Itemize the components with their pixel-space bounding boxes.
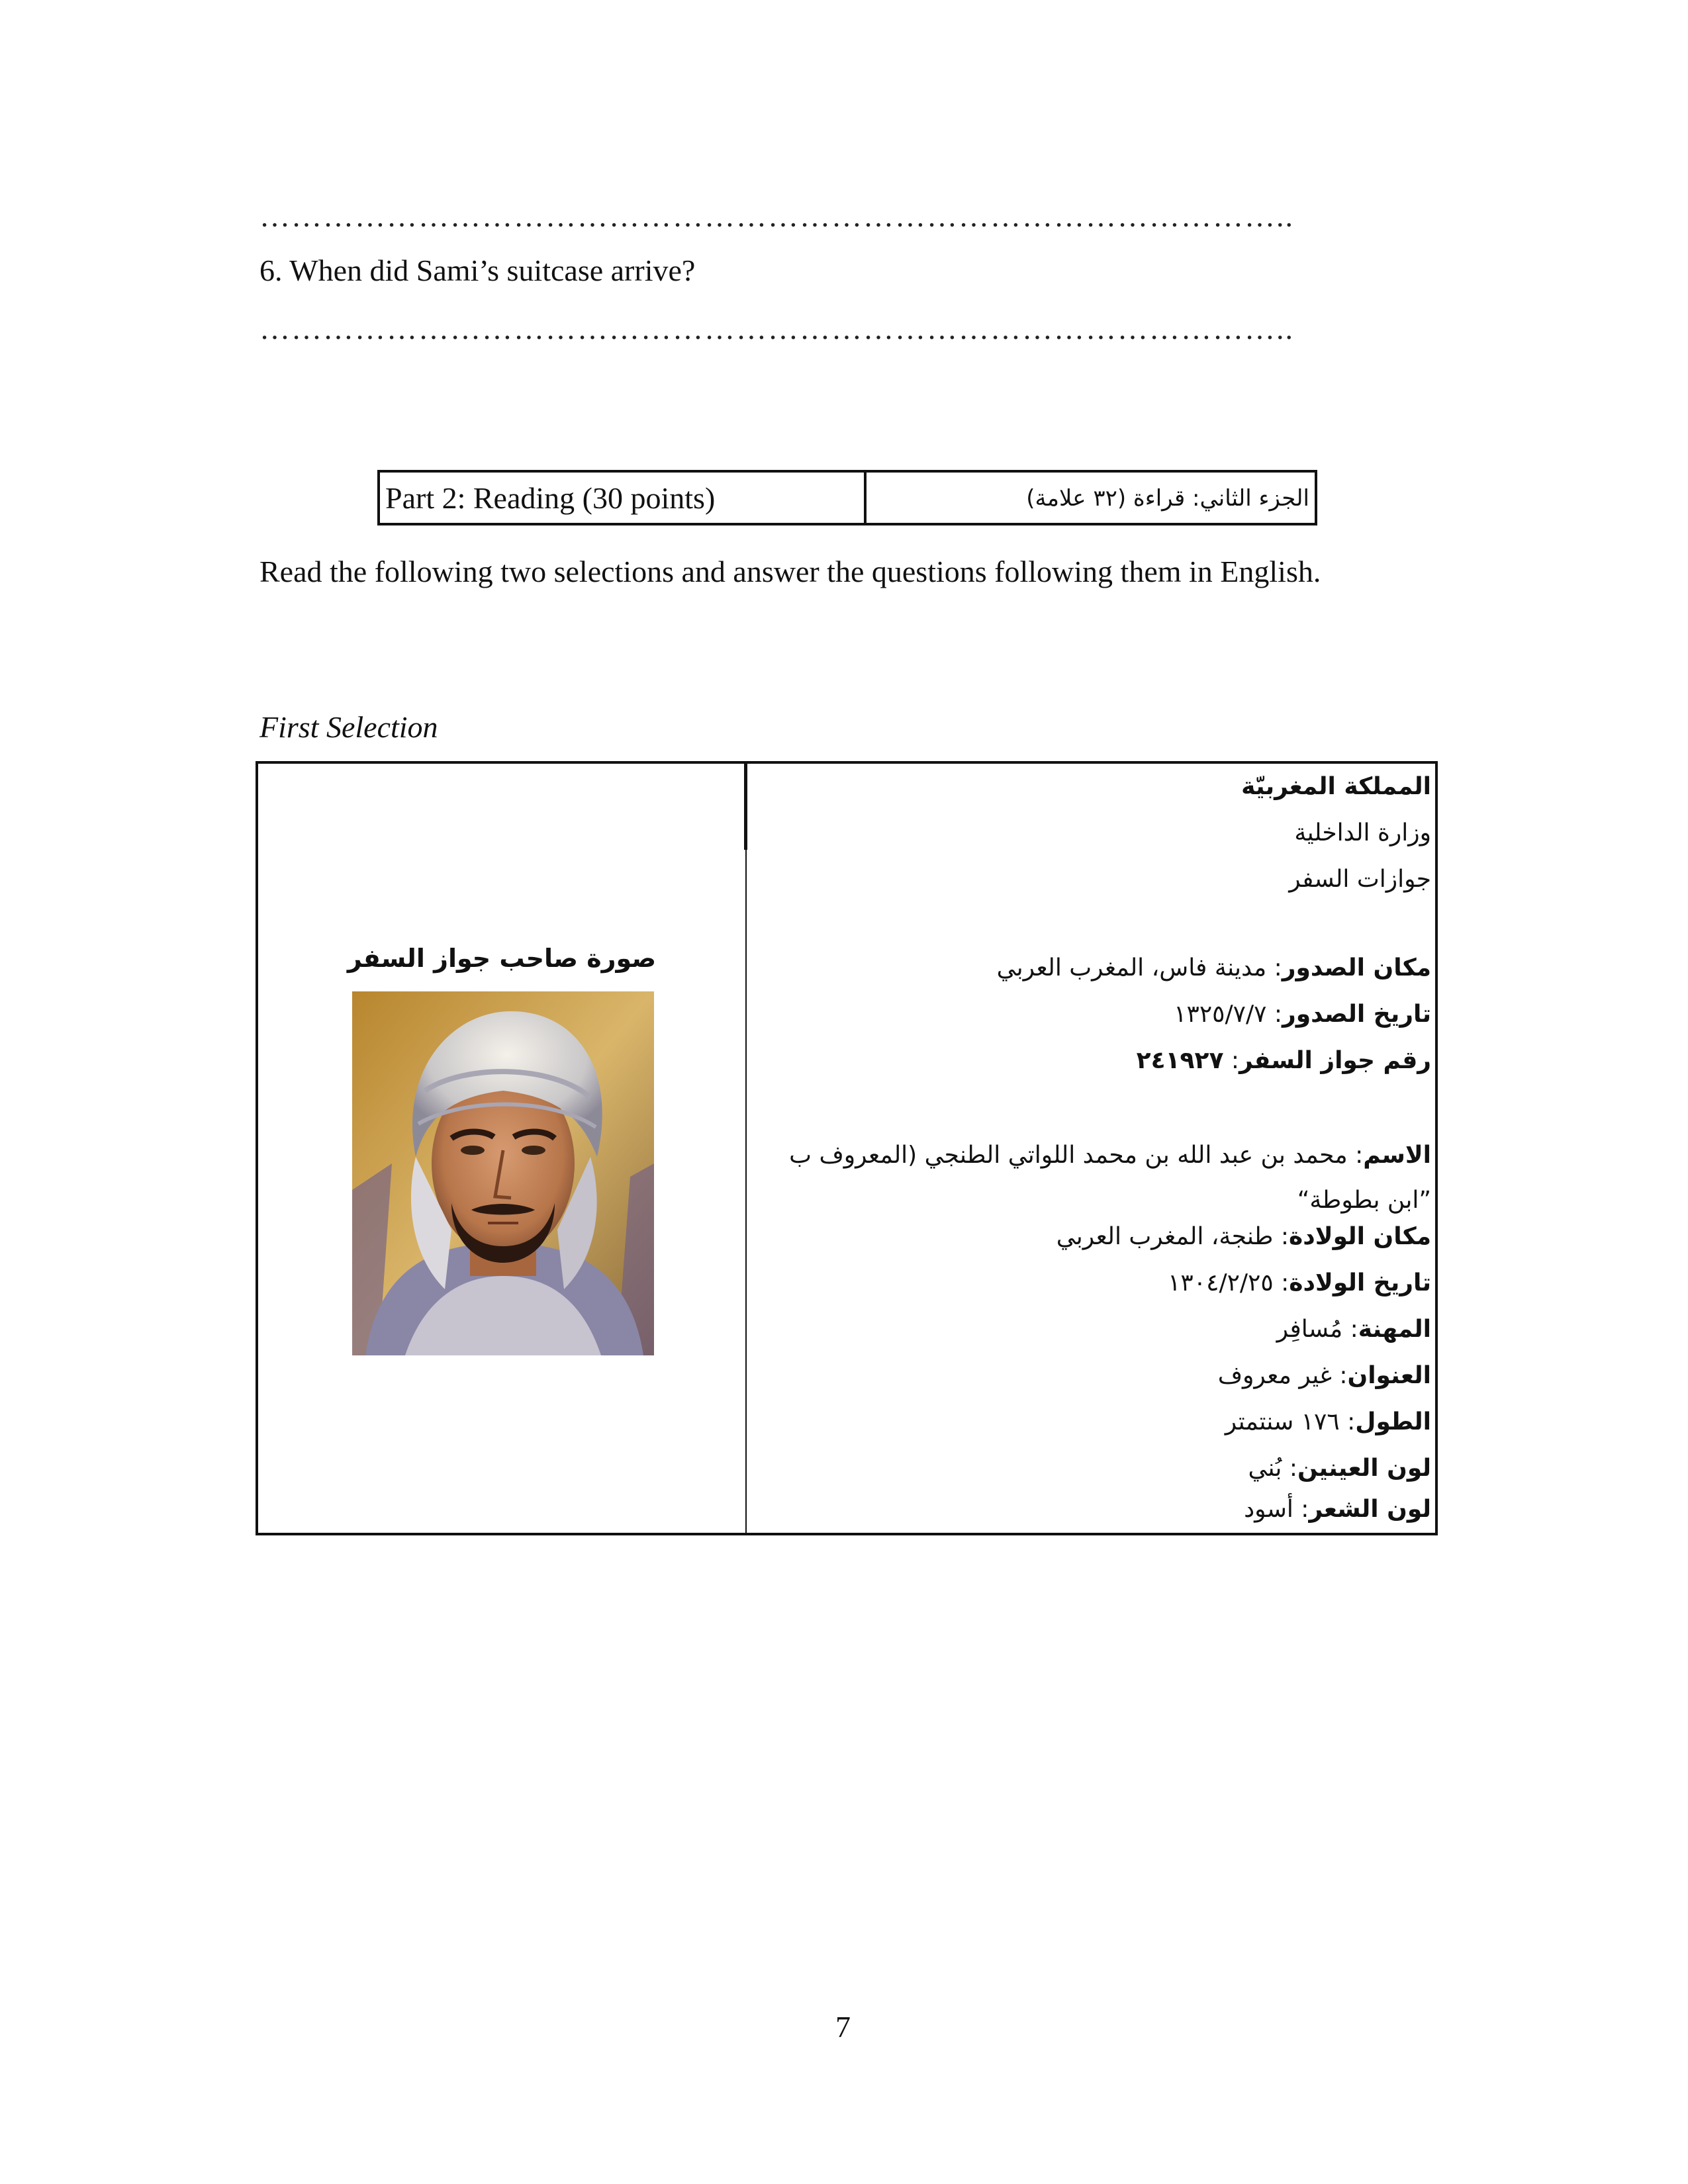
header-kingdom: المملكة المغربيّة [1241, 773, 1431, 800]
first-selection-title: First Selection [259, 710, 438, 744]
hair-color-label: لون الشعر [1309, 1496, 1431, 1523]
eye-color-row: لون العينين: بُني [1248, 1455, 1431, 1482]
passport-holder-portrait [352, 991, 654, 1355]
part-2-arabic-label: الجزء الثاني: قراءة (٣٢ علامة) [1026, 485, 1309, 512]
height-label: الطول [1355, 1408, 1431, 1435]
name-label: الاسم [1363, 1142, 1431, 1169]
part-2-english-label: Part 2: Reading (30 points) [380, 473, 867, 523]
birth-date-row: تاريخ الولادة: ١٣٠٤/٢/٢٥ [1168, 1269, 1431, 1297]
name-value: محمد بن عبد الله بن محمد اللواتي الطنجي (المعروف ب ”ابن بطوطة“ [789, 1142, 1431, 1214]
question-6: 6. When did Sami’s suitcase arrive? [259, 253, 696, 287]
birth-date-value: ١٣٠٤/٢/٢٥ [1168, 1269, 1274, 1297]
issue-place-label: مكان الصدور [1282, 954, 1431, 981]
eye-color-label: لون العينين [1297, 1455, 1431, 1482]
address-value: غير معروف [1217, 1362, 1332, 1389]
reading-instructions: Read the following two selections and answer the questions following them in English. [259, 555, 1321, 588]
passport-details [749, 764, 1431, 1533]
eye-color-value: بُني [1248, 1455, 1282, 1482]
hair-color-value: أسود [1244, 1496, 1293, 1523]
passport-number-row: رقم جواز السفر: ٢٤١٩٢٧ [1136, 1047, 1431, 1074]
issue-date-value: ١٣٢٥/٧/٧ [1174, 1001, 1267, 1028]
passport-divider-thick [744, 764, 747, 850]
birth-date-label: تاريخ الولادة [1289, 1269, 1431, 1297]
height-value: ١٧٦ سنتمتر [1225, 1408, 1340, 1435]
profession-row: المهنة: مُسافِر [1276, 1316, 1431, 1343]
issue-date-row: تاريخ الصدور: ١٣٢٥/٧/٧ [1174, 1001, 1431, 1028]
part-2-heading-table [377, 470, 1317, 525]
answer-line-6: …………………………………………………………………………………….. [259, 312, 1294, 345]
passport-number-value: ٢٤١٩٢٧ [1136, 1047, 1224, 1074]
profession-label: المهنة [1358, 1316, 1431, 1343]
answer-line-5: …………………………………………………………………………………….. [259, 199, 1294, 233]
name-row: الاسم: محمد بن عبد الله بن محمد اللواتي الطنجي (المعروف ب ”ابن بطوطة“ [789, 1142, 1431, 1214]
passport-number-label: رقم جواز السفر [1239, 1047, 1431, 1074]
passport-table [256, 761, 1438, 1535]
birth-place-row: مكان الولادة: طنجة، المغرب العربي [1056, 1223, 1431, 1250]
address-label: العنوان [1347, 1362, 1431, 1389]
passport-divider [745, 764, 747, 1533]
header-ministry: وزارة الداخلية [1294, 819, 1431, 846]
height-row: الطول: ١٧٦ سنتمتر [1225, 1408, 1431, 1435]
page-number: 7 [835, 2010, 851, 2044]
birth-place-value: طنجة، المغرب العربي [1056, 1223, 1274, 1250]
photo-caption: صورة صاحب جواز السفر [347, 944, 657, 973]
hair-color-row: لون الشعر: أسود [1244, 1496, 1431, 1523]
issue-date-label: تاريخ الصدور [1282, 1001, 1431, 1028]
issue-place-row: مكان الصدور: مدينة فاس، المغرب العربي [996, 954, 1431, 981]
profession-value: مُسافِر [1276, 1316, 1343, 1343]
issue-place-value: مدينة فاس، المغرب العربي [996, 954, 1267, 981]
header-passports: جوازات السفر [1289, 866, 1431, 893]
birth-place-label: مكان الولادة [1289, 1223, 1431, 1250]
address-row: العنوان: غير معروف [1217, 1362, 1431, 1389]
